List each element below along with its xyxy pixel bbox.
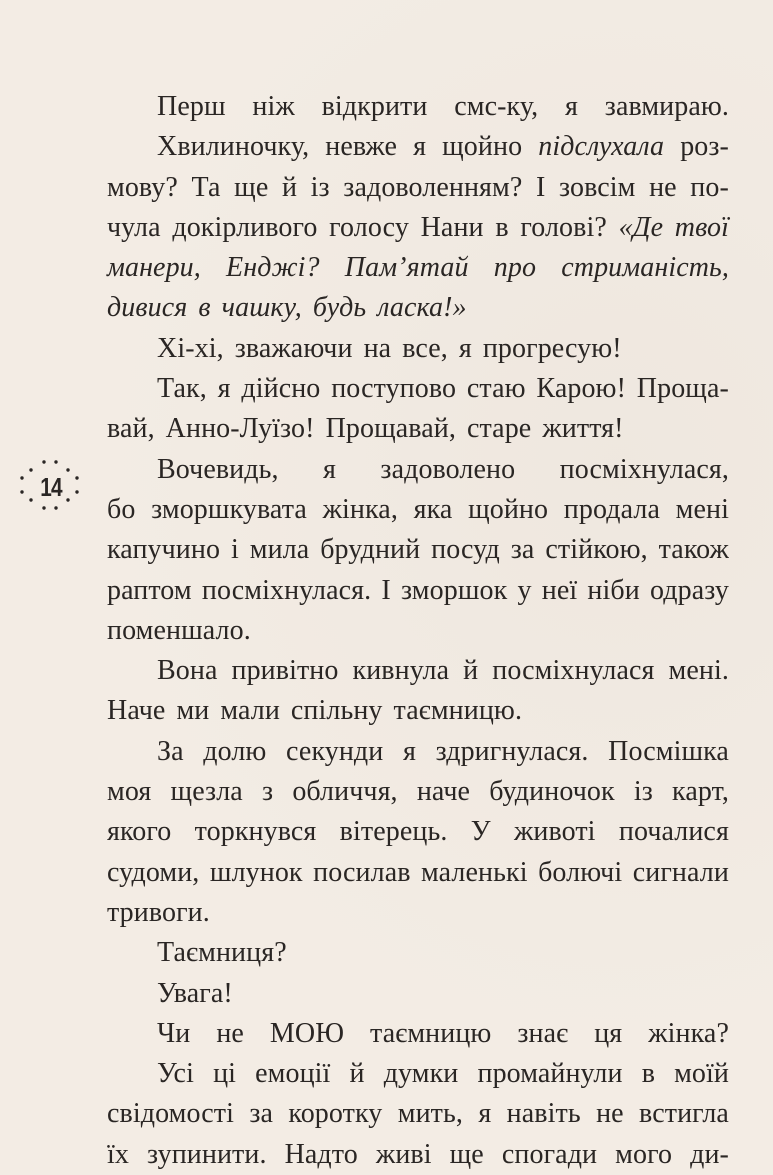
word: я xyxy=(478,1098,492,1130)
word: «Де xyxy=(618,211,664,243)
word: відкрити xyxy=(321,91,428,122)
word: Пам’ятай xyxy=(344,252,469,284)
text-line xyxy=(107,329,729,369)
word: Хі-хі, xyxy=(157,332,224,364)
word: в xyxy=(198,292,211,324)
word: вай, xyxy=(107,413,155,445)
word: також xyxy=(658,534,729,566)
word: капучино xyxy=(107,534,221,566)
word: стійкою, xyxy=(545,534,648,566)
text-line xyxy=(107,1135,729,1175)
word: в xyxy=(495,211,509,243)
word: сигнали xyxy=(632,856,729,888)
word: продала xyxy=(563,493,660,525)
text-line xyxy=(107,772,729,812)
word: життя! xyxy=(542,413,624,445)
word: посилав xyxy=(313,856,411,888)
word: не xyxy=(216,1017,244,1049)
word: я xyxy=(413,131,427,163)
word: Усі xyxy=(157,1058,194,1090)
word: ця xyxy=(594,1017,623,1049)
text-line xyxy=(107,1094,729,1134)
word: наче xyxy=(416,776,471,808)
word: вітерець. xyxy=(339,816,448,848)
word: їх xyxy=(107,1138,129,1170)
word: Анно-Луїзо! xyxy=(165,413,315,445)
word: неї xyxy=(541,574,578,606)
text-line xyxy=(107,1054,729,1094)
word: зовсім xyxy=(559,171,636,203)
word: Посмішка xyxy=(608,735,729,767)
word: ласка!» xyxy=(377,292,467,324)
word: яка xyxy=(413,493,453,525)
page-number: 14 xyxy=(40,472,62,502)
word: дійсно xyxy=(241,373,321,405)
word: посміхнулася xyxy=(492,655,655,687)
text-line xyxy=(107,651,729,691)
word: Та xyxy=(191,171,221,203)
word: я xyxy=(323,453,336,485)
word: ніж xyxy=(252,91,295,122)
text-line xyxy=(107,369,729,409)
word: стаю xyxy=(466,373,526,405)
word: І xyxy=(381,574,391,606)
word: мову? xyxy=(107,171,178,203)
word: й xyxy=(463,655,479,687)
text-line xyxy=(107,933,729,973)
word: дивися xyxy=(107,292,188,324)
word: стриманість, xyxy=(561,252,729,284)
word: МОЮ xyxy=(269,1017,345,1049)
text-line xyxy=(107,208,729,248)
word: тривоги. xyxy=(107,896,210,928)
word: з xyxy=(261,776,274,808)
word: чашку, xyxy=(221,292,302,324)
word: маленькі xyxy=(421,856,528,888)
word: мали xyxy=(220,695,280,727)
word: посуд xyxy=(431,534,500,566)
word: таємницю. xyxy=(393,695,523,727)
text-line xyxy=(107,893,729,933)
word: я xyxy=(458,332,472,364)
word: спогади xyxy=(501,1138,598,1170)
word: одразу xyxy=(649,574,729,606)
word: в xyxy=(641,1058,656,1090)
word: зважаючи xyxy=(234,332,353,364)
word: якого xyxy=(107,816,172,848)
text-line xyxy=(107,1014,729,1054)
word: Так, xyxy=(157,373,207,405)
word: смс-ку, xyxy=(454,91,539,122)
word: ще xyxy=(449,1138,484,1170)
text-line xyxy=(107,450,729,490)
page-number-marker xyxy=(18,456,82,514)
word: Вона xyxy=(157,655,218,687)
word: кивнула xyxy=(352,655,450,687)
word: ди- xyxy=(690,1138,729,1170)
body-text xyxy=(107,87,729,1175)
word: знає xyxy=(517,1017,569,1049)
word: підслухала xyxy=(538,131,665,163)
word: на xyxy=(363,332,392,364)
word: не xyxy=(649,171,677,203)
text-line xyxy=(107,571,729,611)
word: мить, xyxy=(397,1098,463,1130)
word: Карою! xyxy=(536,373,626,405)
word: промайнули xyxy=(477,1058,623,1090)
word: бо xyxy=(107,493,136,525)
word: щойно xyxy=(468,493,549,525)
word: посміхнулася, xyxy=(559,453,729,485)
word: Енджі? xyxy=(226,252,320,284)
word: І xyxy=(535,171,546,203)
word: роз- xyxy=(680,131,729,163)
word: поступово xyxy=(331,373,457,405)
word: Наче xyxy=(107,695,166,727)
word: секунди xyxy=(286,735,384,767)
word: щезла xyxy=(170,776,243,808)
text-line xyxy=(107,691,729,731)
word: спільну xyxy=(290,695,383,727)
word: будь xyxy=(312,292,367,324)
word: живі xyxy=(375,1138,432,1170)
word: думки xyxy=(383,1058,459,1090)
word: ще xyxy=(234,171,269,203)
word: задоволено xyxy=(380,453,516,485)
word: Проща- xyxy=(636,373,729,405)
word: свідомості xyxy=(107,1098,234,1130)
word: встигла xyxy=(639,1098,729,1130)
word: привітно xyxy=(231,655,339,687)
word: Хвилиночку, xyxy=(157,131,310,163)
word: за xyxy=(510,534,535,566)
word: голосу xyxy=(329,211,409,243)
word: жінка, xyxy=(322,493,398,525)
text-line xyxy=(107,530,729,570)
text-line xyxy=(107,490,729,530)
word: посміхнулася. xyxy=(201,574,372,606)
text-line xyxy=(107,853,729,893)
word: у xyxy=(517,574,532,606)
word: брудний xyxy=(320,534,421,566)
word: карт, xyxy=(672,776,729,808)
word: Чи xyxy=(157,1017,191,1049)
word: емоції xyxy=(255,1058,331,1090)
word: ці xyxy=(213,1058,237,1090)
word: моя xyxy=(107,776,152,808)
word: за xyxy=(249,1098,274,1130)
word: торкнувся xyxy=(194,816,317,848)
word: манери, xyxy=(107,252,201,284)
word: болючі xyxy=(538,856,623,888)
word: У xyxy=(470,816,491,848)
word: За xyxy=(157,735,184,767)
word: щойно xyxy=(442,131,523,163)
word: прогресую! xyxy=(482,332,622,364)
word: я xyxy=(217,373,231,405)
text-line xyxy=(107,974,729,1014)
word: із xyxy=(310,171,330,203)
word: й xyxy=(349,1058,365,1090)
word: я xyxy=(565,91,579,122)
text-line xyxy=(107,248,729,288)
text-line xyxy=(107,732,729,772)
word: задоволенням? xyxy=(343,171,523,203)
word: ми xyxy=(176,695,210,727)
word: обличчя, xyxy=(292,776,398,808)
word: зупинити. xyxy=(147,1138,267,1170)
word: докірливого xyxy=(172,211,318,243)
word: Таємниця? xyxy=(157,937,287,969)
word: шлунок xyxy=(209,856,303,888)
word: здригнулася. xyxy=(435,735,589,767)
word: жінка? xyxy=(648,1017,729,1049)
word: Надто xyxy=(284,1138,358,1170)
word: долю xyxy=(203,735,267,767)
word: Увага! xyxy=(157,977,233,1009)
word: Перш xyxy=(157,91,226,122)
word: завмираю. xyxy=(604,91,729,122)
word: невже xyxy=(325,131,398,163)
word: мого xyxy=(615,1138,673,1170)
text-line xyxy=(107,409,729,449)
word: животі xyxy=(513,816,596,848)
text-line xyxy=(107,87,729,127)
word: судоми, xyxy=(107,856,200,888)
word: і xyxy=(230,534,239,566)
word: коротку xyxy=(288,1098,383,1130)
word: із xyxy=(633,776,653,808)
word: голові? xyxy=(520,211,607,243)
word: старе xyxy=(466,413,532,445)
word: не xyxy=(596,1098,624,1130)
word: моїй xyxy=(674,1058,729,1090)
word: Вочевидь, xyxy=(157,453,279,485)
text-line xyxy=(107,168,729,208)
text-line xyxy=(107,611,729,651)
text-line xyxy=(107,812,729,852)
word: мені xyxy=(675,493,729,525)
word: по- xyxy=(690,171,729,203)
word: раптом xyxy=(107,574,192,606)
word: навіть xyxy=(506,1098,581,1130)
word: зморшок xyxy=(401,574,508,606)
word: зморшкувата xyxy=(151,493,307,525)
word: поменшало. xyxy=(107,614,251,646)
word: мені. xyxy=(668,655,729,687)
word: мила xyxy=(249,534,310,566)
word: ніби xyxy=(587,574,640,606)
word: Нани xyxy=(420,211,484,243)
word: я xyxy=(402,735,416,767)
word: почалися xyxy=(618,816,729,848)
word: про xyxy=(493,252,537,284)
text-line xyxy=(107,288,729,328)
word: все, xyxy=(402,332,448,364)
word: будиночок xyxy=(489,776,615,808)
text-line xyxy=(107,127,729,167)
word: й xyxy=(281,171,298,203)
word: таємницю xyxy=(370,1017,492,1049)
word: Прощавай, xyxy=(325,413,456,445)
word: чула xyxy=(107,211,161,243)
word: твої xyxy=(674,211,729,243)
